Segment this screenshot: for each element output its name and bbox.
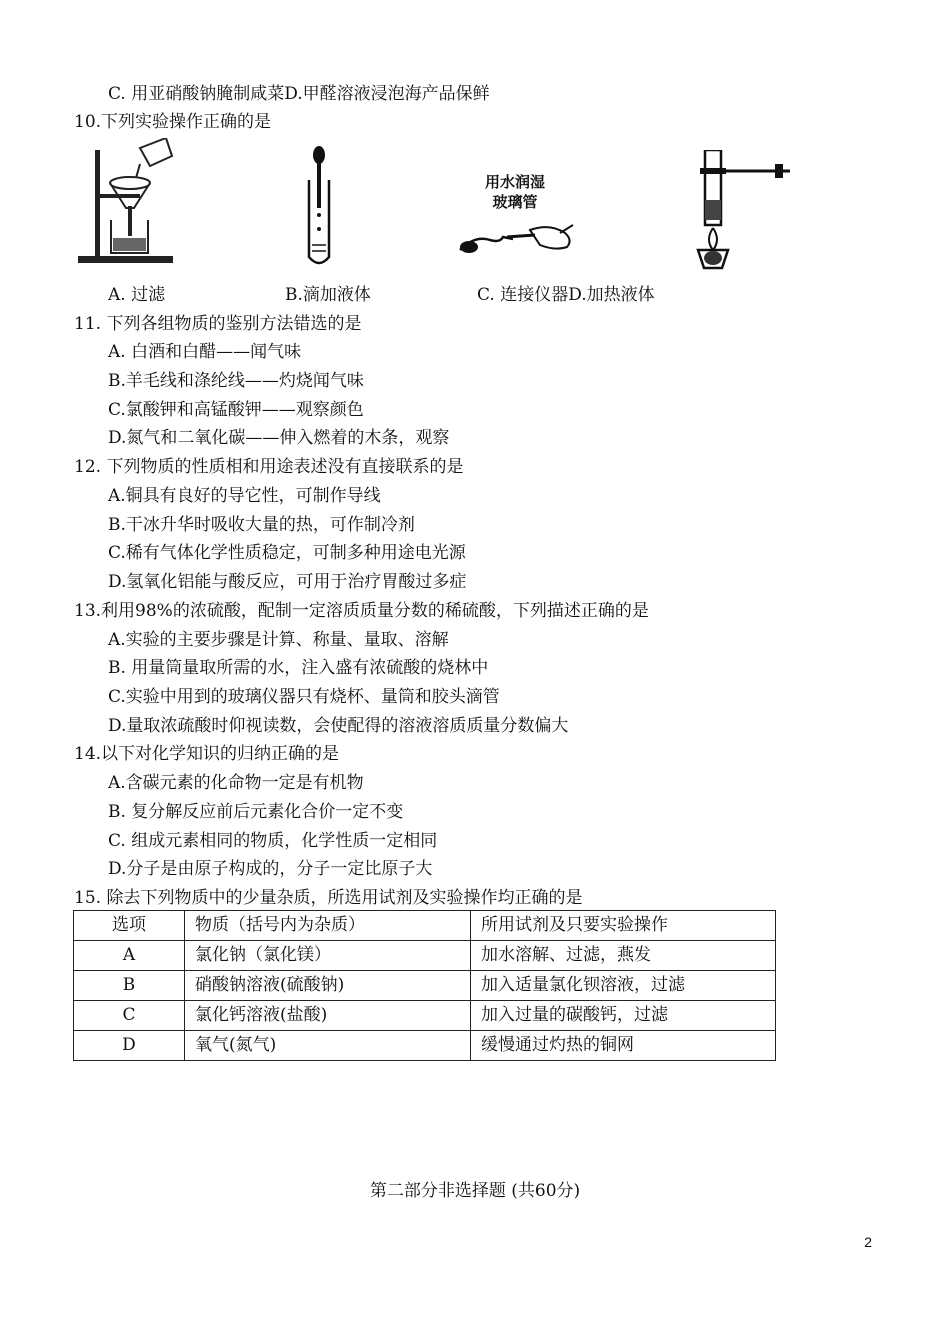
connect-tube-figure [455,215,580,260]
part-two-title: 第二部分非选择题 (共60分) [369,1181,581,1201]
q9-option-tail: C. 用亚硝酸钠腌制咸菜D.甲醛溶液浸泡海产品保鲜 [108,84,490,104]
table-row [74,1001,776,1031]
q11-option-a: A. 白酒和白醋——闻气味 [108,342,302,362]
table-cell: 硝酸钠溶液(硫酸钠) [185,971,471,1001]
q14-option-c: C. 组成元素相同的物质，化学性质一定相同 [108,831,438,851]
table-row [74,941,776,971]
table-row [74,1031,776,1061]
table-cell: 氯化钠（氯化镁） [185,941,471,971]
table-header-row [74,911,776,941]
table-cell: 加入适量氯化钡溶液，过滤 [471,971,776,1001]
table-cell: C [74,1001,185,1031]
q12-option-c: C.稀有气体化学性质稳定，可制多种用途电光源 [108,543,466,563]
heating-figure [690,150,795,275]
table-cell: 加入过量的碳酸钙，过滤 [471,1001,776,1031]
table-cell: 缓慢通过灼热的铜网 [471,1031,776,1061]
table-cell: 氧气(氮气) [185,1031,471,1061]
q11-option-d: D.氮气和二氧化碳——伸入燃着的木条，观察 [108,428,450,448]
q13-stem: 13.利用98%的浓硫酸，配制一定溶质质量分数的稀硫酸，下列描述正确的是 [74,601,649,621]
q11-stem: 11. 下列各组物质的鉴别方法错选的是 [74,314,362,334]
q15-table [73,910,776,1061]
filtration-figure [78,138,178,268]
q12-stem: 12. 下列物质的性质相和用途表述没有直接联系的是 [74,457,464,477]
q14-stem: 14.以下对化学知识的归纳正确的是 [74,744,340,764]
q10-option-cd: C. 连接仪器D.加热液体 [477,285,655,305]
q13-option-c: C.实验中用到的玻璃仪器只有烧杯、量筒和胶头滴管 [108,687,500,707]
q12-option-a: A.铜具有良好的导它性，可制作导线 [108,486,381,506]
q11-option-c: C.氯酸钾和高锰酸钾——观察颜色 [108,400,364,420]
q12-option-d: D.氢氧化铝能与酸反应，可用于治疗胃酸过多症 [108,572,467,592]
table-header-cell: 所用试剂及只要实验操作 [471,911,776,941]
dropper-figure [300,145,340,270]
fig-c-caption-line1: 用水润湿 [484,173,545,191]
q13-option-a: A.实验的主要步骤是计算、称量、量取、溶解 [108,630,449,650]
table-header-cell: 选项 [74,911,185,941]
table-cell: 氯化钙溶液(盐酸) [185,1001,471,1031]
table-cell: D [74,1031,185,1061]
q13-option-d: D.量取浓疏酸时仰视读数，会使配得的溶液溶质质量分数偏大 [108,716,569,736]
table-cell: 加水溶解、过滤，燕发 [471,941,776,971]
table-header-cell: 物质（括号内为杂质） [185,911,471,941]
q11-option-b: B.羊毛线和涤纶线——灼烧闻气味 [108,371,364,391]
q14-option-a: A.含碳元素的化命物一定是有机物 [108,773,364,793]
table-cell: B [74,971,185,1001]
fig-c-caption-line2: 玻璃管 [492,193,538,211]
table-row [74,971,776,1001]
q14-option-b: B. 复分解反应前后元素化合价一定不变 [108,802,404,822]
q14-option-d: D.分子是由原子构成的，分子一定比原子大 [108,859,433,879]
q10-option-b: B.滴加液体 [285,285,371,305]
q12-option-b: B.干冰升华时吸收大量的热，可作制冷剂 [108,515,415,535]
q10-stem: 10.下列实验操作正确的是 [74,112,272,132]
q15-stem: 15. 除去下列物质中的少量杂质，所选用试剂及实验操作均正确的是 [74,888,583,908]
table-cell: A [74,941,185,971]
fig-c-caption [475,172,555,212]
q10-option-a: A. 过滤 [108,285,166,305]
page-number: 2 [864,1234,872,1250]
q13-option-b: B. 用量筒量取所需的水，注入盛有浓硫酸的烧林中 [108,658,489,678]
